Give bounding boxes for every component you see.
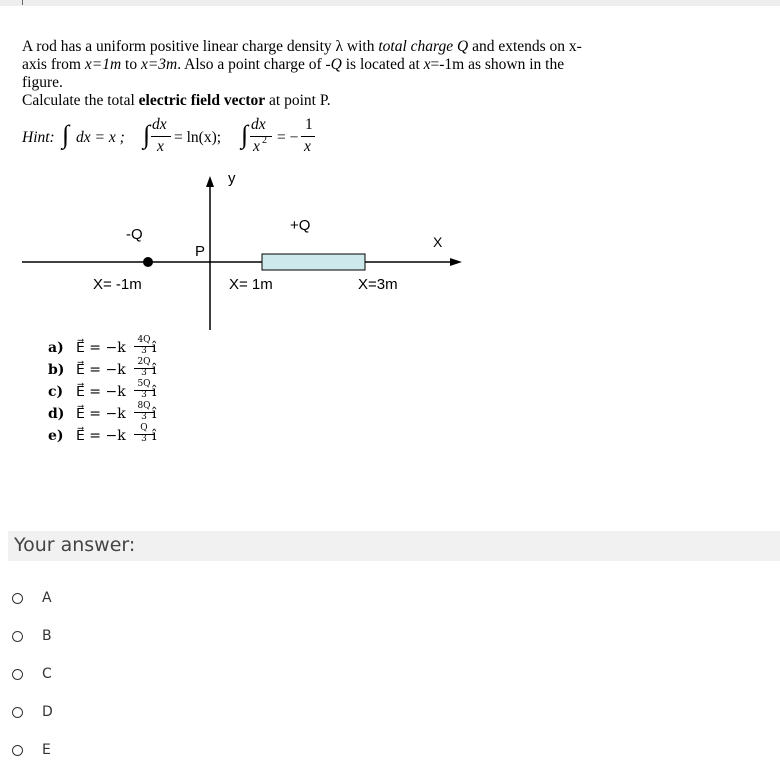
integral-sign-1: ∫	[62, 120, 70, 149]
x-one-label: X= 1m	[229, 276, 273, 293]
positive-charge-label: +Q	[290, 217, 311, 234]
top-bar	[0, 0, 780, 6]
negative-point-charge	[143, 257, 153, 267]
hint-integral-3-equals: = −	[277, 129, 299, 146]
hint-integral-1: dx = x ;	[76, 129, 125, 146]
y-axis-label: y	[228, 170, 236, 187]
hint-integral-3-result-numerator: 1	[305, 116, 313, 133]
radio-button-icon[interactable]	[12, 707, 23, 718]
hint-integral-3-exponent: 2	[262, 135, 267, 146]
hint-integral-3-denominator: x	[253, 138, 260, 155]
negative-charge-label: -Q	[126, 226, 143, 243]
hint-fraction-bar-2	[151, 136, 171, 137]
y-axis-arrow	[206, 176, 214, 187]
hint-integral-2-denominator: x	[157, 138, 164, 155]
integral-sign-2: ∫	[143, 120, 151, 149]
figure-axes	[0, 160, 780, 340]
question-line-3: figure.	[22, 74, 63, 91]
charged-rod	[262, 254, 365, 270]
hint-label: Hint:	[22, 129, 55, 146]
hint-fraction-bar-3	[250, 136, 272, 137]
integral-sign-3: ∫	[241, 120, 249, 149]
x-axis-label: X	[433, 234, 443, 250]
radio-button-icon[interactable]	[12, 669, 23, 680]
question-line-2: axis from x=1m to x=3m. Also a point charge of -Q is located at x=-1m as shown in the	[22, 56, 565, 73]
your-answer-title: Your answer:	[14, 534, 136, 556]
hint-formula	[22, 116, 442, 158]
hint-integral-3-numerator: dx	[251, 116, 266, 133]
x-three-label: X=3m	[358, 276, 398, 293]
question-line-1: A rod has a uniform positive linear charge density λ with total charge Q and extends on x-	[22, 38, 582, 55]
question-line-4: Calculate the total electric field vector at point P.	[22, 92, 331, 109]
radio-button-icon[interactable]	[12, 593, 23, 604]
hint-integral-3-result-denominator: x	[304, 138, 311, 155]
your-answer-header	[8, 531, 780, 561]
hint-integral-2-numerator: dx	[152, 116, 167, 133]
charge-figure	[0, 160, 780, 340]
x-minus-one-label: X= -1m	[93, 276, 142, 293]
top-bar-marker	[22, 0, 23, 5]
radio-button-icon[interactable]	[12, 745, 23, 756]
hint-fraction-bar-result	[301, 136, 315, 137]
question-text	[22, 38, 662, 110]
x-axis-arrow	[450, 258, 462, 266]
radio-button-icon[interactable]	[12, 631, 23, 642]
point-p-label: P	[195, 243, 206, 260]
hint-integral-2-result: = ln(x);	[174, 129, 222, 146]
